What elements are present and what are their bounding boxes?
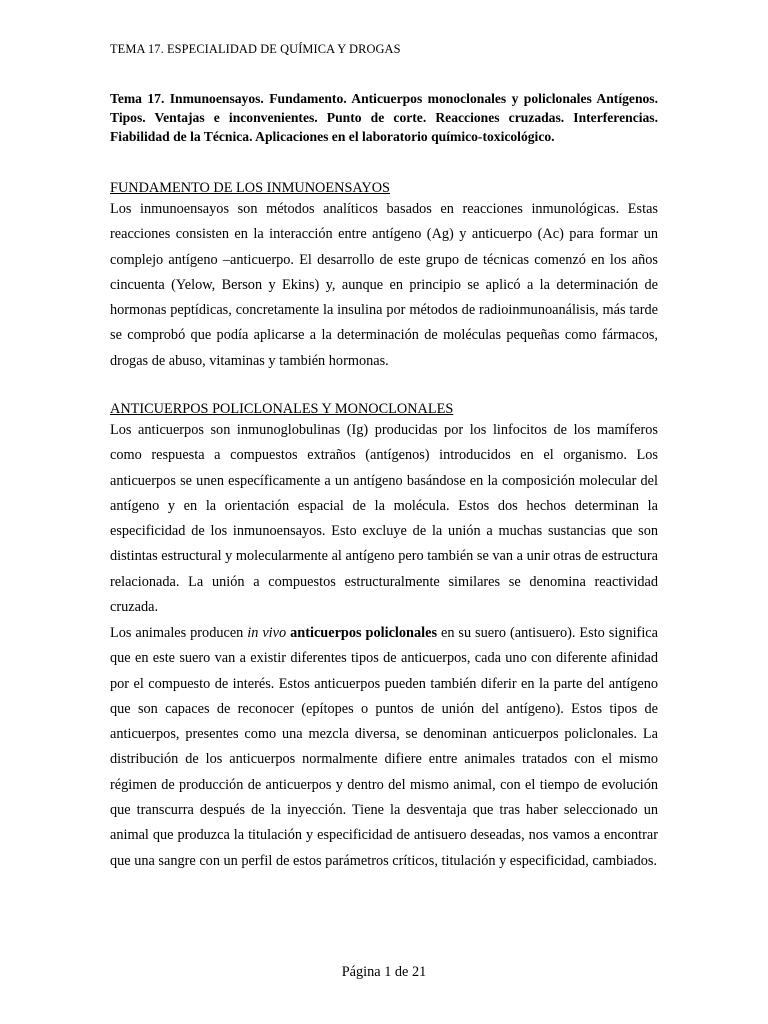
bold-term-anticuerpos-policlonales: anticuerpos policlonales [290,625,438,641]
section-heading-anticuerpos: ANTICUERPOS POLICLONALES Y MONOCLONALES [110,401,454,417]
paragraph-fundamento: Los inmunoensayos son métodos analíticos basados en reacciones inmunológicas. Estas reacciones consisten en la interacción entre antígeno (Ag) y anticuerpo (Ac) para formar un complejo antígeno –anticuerpo. El desarrollo de este grupo de técnicas comenzó en los años cincuenta (Yelow, Berson y Ekins) y, aunque en principio se aplicó a la determinación de hormonas peptídicas, concretamente la insulina por métodos de radioinmunoanálisis, más tarde se comprobó que podía aplicarse a la determinación de moléculas pequeñas como fármacos, drogas de abuso, vitaminas y también hormonas. [110,201,658,369]
italic-term-in-vivo: in vivo [247,625,287,641]
page-number-footer: Página 1 de 21 [341,964,427,980]
paragraph-text-start: Los animales producen [110,625,248,641]
document-title: Tema 17. Inmunoensayos. Fundamento. Anticuerpos monoclonales y policlonales Antígenos. Tipos. Ventajas e inconvenientes. Punto de corte. Reacciones cruzadas. Interferencias. Fiabilidad de la Técnica. Aplicaciones en el laboratorio químico-toxicológico. [110,91,658,145]
paragraph-anticuerpos-intro: Los anticuerpos son inmunoglobulinas (Ig) producidas por los linfocitos de los mamíferos como respuesta a compuestos extraños (antígenos) introducidos en el organismo. Los anticuerpos se unen específicamente a un antígeno basándose en la composición molecular del antígeno y en la orientación espacial de la molécula. Estos dos hechos determinan la especificidad de los inmunoensayos. Esto excluye de la unión a muchas sustancias que son distintas estructural y molecularmente al antígeno pero también se van a unir otras de estructura relacionada. La unión a compuestos estructuralmente similares se denomina reactividad cruzada. [110,422,658,616]
paragraph-text-rest: en su suero (antisuero). Esto significa que en este suero van a existir diferentes tipos de anticuerpos, cada uno con diferente afinidad por el compuesto de interés. Estos anticuerpos pueden también diferir en la parte del antígeno que son capaces de reconocer (epítopes o puntos de unión del antígeno). Estos tipos de anticuerpos, presentes como una mezcla diversa, se denominan anticuerpos policlonales. La distribución de los anticuerpos normalmente difiere entre animales tratados con el mismo régimen de producción de anticuerpos y dentro del mismo animal, con el tiempo de evolución que transcurra después de la inyección. Tiene la desventaja que tras haber seleccionado un animal que produzca la titulación y especificidad de antisuero deseadas, nos vamos a encontrar que una sangre con un perfil de estos parámetros críticos, titulación y especificidad, cambiados. [110,625,658,869]
running-header: TEMA 17. ESPECIALIDAD DE QUÍMICA Y DROGAS [110,42,401,56]
paragraph-anticuerpos-policlonales [110,621,658,874]
section-heading-fundamento: FUNDAMENTO DE LOS INMUNOENSAYOS [110,180,391,196]
